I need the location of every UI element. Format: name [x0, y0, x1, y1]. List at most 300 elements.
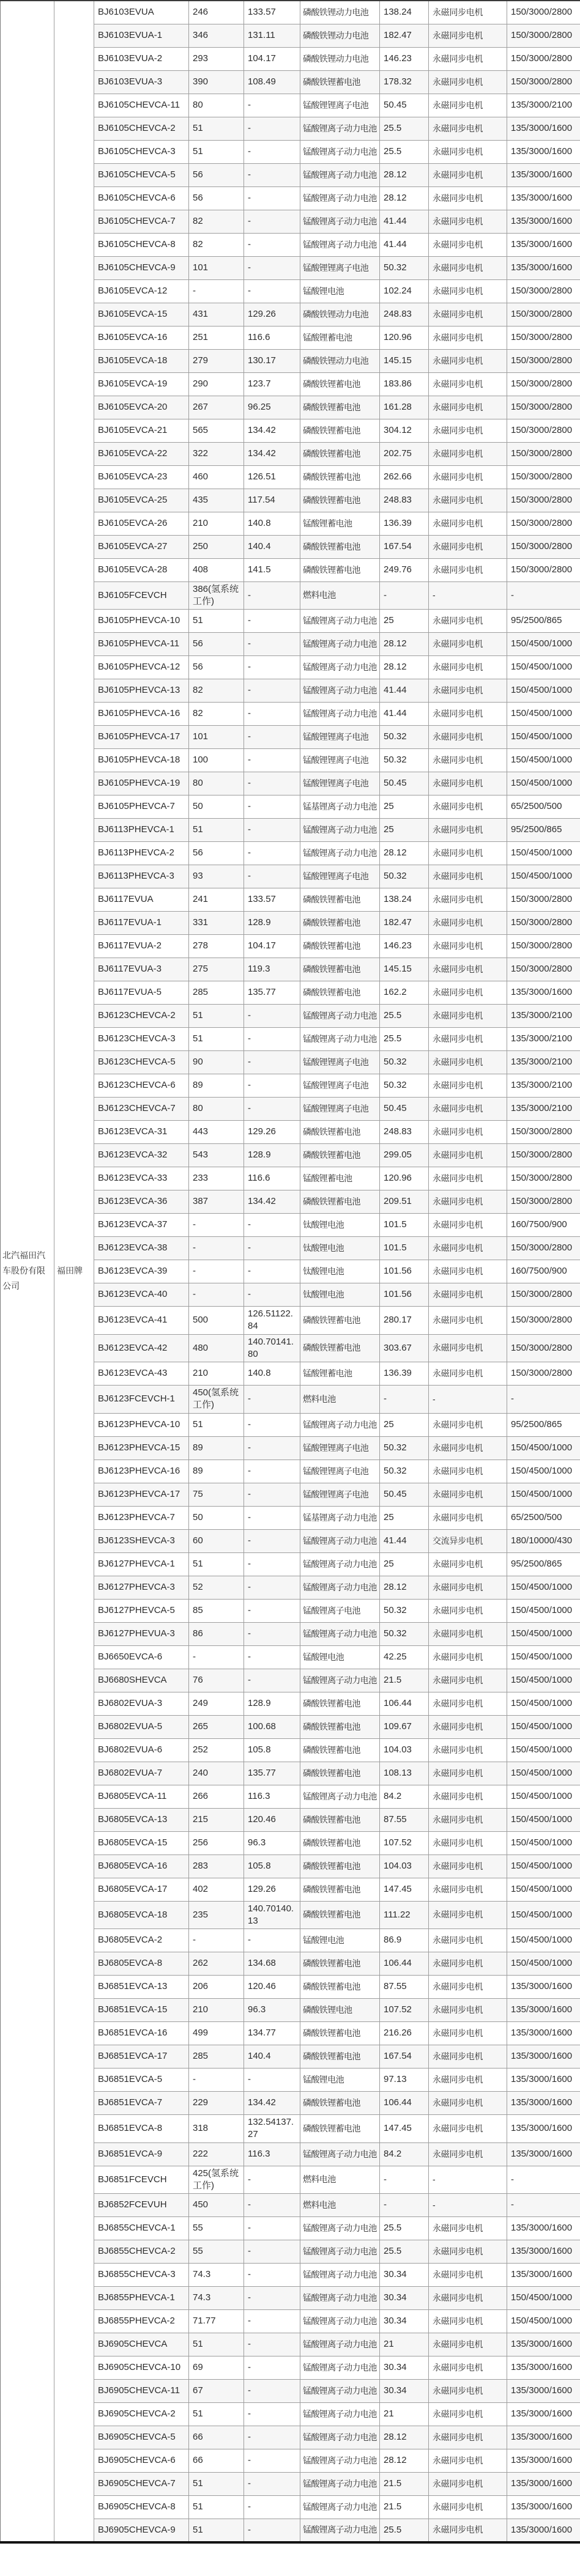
model-cell: BJ6105PHEVCA-12	[94, 656, 189, 679]
motor-type-cell: 永磁同步电机	[429, 1669, 507, 1692]
brand-name-cell: 福田牌	[54, 1, 94, 2542]
motor-rating-cell: 135/3000/1600	[507, 2380, 580, 2403]
range-km-cell: 82	[189, 210, 244, 233]
motor-rating-cell: 150/4500/1000	[507, 656, 580, 679]
model-cell: BJ6123EVCA-43	[94, 1362, 189, 1386]
battery-type-cell: 锰酸锂离子动力电池	[300, 633, 380, 656]
battery-energy-cell: 28.12	[380, 163, 429, 186]
motor-type-cell: 永磁同步电机	[429, 2380, 507, 2403]
battery-energy-cell: 108.13	[380, 1762, 429, 1785]
battery-type-cell: 锰酸锂离子动力电池	[300, 2217, 380, 2240]
battery-energy-cell: 25	[380, 795, 429, 819]
model-cell: BJ6805EVCA-11	[94, 1785, 189, 1808]
range-km-cell: 222	[189, 2142, 244, 2166]
battery-energy-cell: 84.2	[380, 2142, 429, 2166]
range-km-cell: 460	[189, 465, 244, 489]
battery-energy-cell: -	[380, 2166, 429, 2194]
range-km-cell: 51	[189, 2403, 244, 2426]
motor-rating-cell: 150/3000/2800	[507, 1121, 580, 1144]
range-km-cell: 56	[189, 842, 244, 865]
model-cell: BJ6805EVCA-17	[94, 1878, 189, 1901]
battery-energy-cell: 25	[380, 1552, 429, 1576]
battery-type-cell: 锰基锂离子动力电池	[300, 795, 380, 819]
battery-energy-cell: 280.17	[380, 1307, 429, 1335]
range-km-cell: 51	[189, 1552, 244, 1576]
battery-energy-cell: 28.12	[380, 186, 429, 210]
energy-consumption-cell: -	[244, 117, 300, 140]
battery-type-cell: 磷酸铁锂动力电池	[300, 1, 380, 24]
energy-consumption-cell: -	[244, 279, 300, 303]
range-km-cell: 80	[189, 772, 244, 795]
model-cell: BJ6113PHEVCA-1	[94, 819, 189, 842]
energy-consumption-cell: 134.42	[244, 1190, 300, 1214]
energy-consumption-cell: 117.54	[244, 489, 300, 512]
energy-consumption-cell: -	[244, 2287, 300, 2310]
battery-energy-cell: 25.5	[380, 117, 429, 140]
battery-type-cell: 磷酸铁锂蓄电池	[300, 1307, 380, 1335]
battery-energy-cell: 120.96	[380, 1167, 429, 1190]
battery-type-cell: 锰酸锂锂离子电池	[300, 772, 380, 795]
model-cell: BJ6802EVUA-6	[94, 1738, 189, 1762]
motor-rating-cell: 135/3000/1600	[507, 2449, 580, 2473]
motor-type-cell: 永磁同步电机	[429, 1051, 507, 1074]
motor-type-cell: 永磁同步电机	[429, 2426, 507, 2449]
energy-consumption-cell: 128.9	[244, 912, 300, 935]
motor-rating-cell: 150/4500/1000	[507, 2287, 580, 2310]
model-cell: BJ6105EVCA-18	[94, 349, 189, 372]
motor-type-cell: 永磁同步电机	[429, 1167, 507, 1190]
battery-type-cell: 锰酸锂离子动力电池	[300, 842, 380, 865]
battery-energy-cell: 101.5	[380, 1237, 429, 1260]
energy-consumption-cell: -	[244, 842, 300, 865]
battery-type-cell: 锰酸锂离子动力电池	[300, 2403, 380, 2426]
range-km-cell: -	[189, 1645, 244, 1669]
range-km-cell: 80	[189, 94, 244, 117]
motor-rating-cell: 135/3000/1600	[507, 2092, 580, 2115]
motor-rating-cell: 135/3000/2100	[507, 1005, 580, 1028]
range-km-cell: -	[189, 1260, 244, 1283]
range-km-cell: 565	[189, 419, 244, 442]
range-km-cell: 346	[189, 24, 244, 47]
model-cell: BJ6851EVCA-9	[94, 2142, 189, 2166]
motor-type-cell: 永磁同步电机	[429, 1005, 507, 1028]
battery-energy-cell: 209.51	[380, 1190, 429, 1214]
motor-rating-cell: 95/2500/865	[507, 1552, 580, 1576]
model-cell: BJ6105EVCA-19	[94, 372, 189, 396]
battery-energy-cell: 28.12	[380, 2449, 429, 2473]
battery-type-cell: 锰酸锂离子动力电池	[300, 656, 380, 679]
battery-energy-cell: 50.45	[380, 1098, 429, 1121]
model-cell: BJ6105PHEVCA-11	[94, 633, 189, 656]
model-cell: BJ6105PHEVCA-19	[94, 772, 189, 795]
model-cell: BJ6105EVCA-20	[94, 396, 189, 419]
motor-rating-cell: 150/3000/2800	[507, 349, 580, 372]
motor-type-cell: 永磁同步电机	[429, 210, 507, 233]
motor-rating-cell: 135/3000/1600	[507, 2426, 580, 2449]
motor-rating-cell: 150/3000/2800	[507, 279, 580, 303]
range-km-cell: -	[189, 2069, 244, 2092]
battery-type-cell: 磷酸铁锂动力电池	[300, 47, 380, 70]
range-km-cell: 51	[189, 2473, 244, 2496]
battery-type-cell: 锰酸锂蓄电池	[300, 326, 380, 349]
range-km-cell: 233	[189, 1167, 244, 1190]
energy-consumption-cell: -	[244, 1436, 300, 1460]
energy-consumption-cell: 120.46	[244, 1808, 300, 1831]
battery-type-cell: 磷酸铁锂蓄电池	[300, 1190, 380, 1214]
model-cell: BJ6105CHEVCA-8	[94, 233, 189, 256]
motor-type-cell: 永磁同步电机	[429, 2115, 507, 2143]
motor-rating-cell: 135/3000/1600	[507, 2403, 580, 2426]
battery-type-cell: 锰酸锂离子动力电池	[300, 2473, 380, 2496]
energy-consumption-cell: -	[244, 1260, 300, 1283]
energy-consumption-cell: -	[244, 1669, 300, 1692]
battery-energy-cell: 104.03	[380, 1738, 429, 1762]
model-cell: BJ6105EVCA-25	[94, 489, 189, 512]
range-km-cell: 251	[189, 326, 244, 349]
battery-energy-cell: 136.39	[380, 512, 429, 535]
energy-consumption-cell: 140.8	[244, 1362, 300, 1386]
range-km-cell: 246	[189, 1, 244, 24]
motor-rating-cell: 150/3000/2800	[507, 47, 580, 70]
range-km-cell: 51	[189, 1005, 244, 1028]
battery-energy-cell: 30.34	[380, 2310, 429, 2333]
motor-rating-cell: 135/3000/1600	[507, 163, 580, 186]
energy-consumption-cell: -	[244, 1599, 300, 1622]
energy-consumption-cell: 140.4	[244, 535, 300, 558]
motor-rating-cell: 135/3000/1600	[507, 140, 580, 163]
motor-rating-cell: 135/3000/1600	[507, 2022, 580, 2045]
range-km-cell: 55	[189, 2240, 244, 2264]
range-km-cell: 443	[189, 1121, 244, 1144]
motor-rating-cell: 150/4500/1000	[507, 1645, 580, 1669]
motor-type-cell: 永磁同步电机	[429, 233, 507, 256]
model-cell: BJ6105PHEVCA-16	[94, 703, 189, 726]
battery-energy-cell: 25.5	[380, 2519, 429, 2542]
battery-energy-cell: 84.2	[380, 1785, 429, 1808]
energy-consumption-cell: 140.70141.80	[244, 1334, 300, 1362]
motor-type-cell: 永磁同步电机	[429, 2217, 507, 2240]
energy-consumption-cell: -	[244, 726, 300, 749]
motor-rating-cell: 150/4500/1000	[507, 1622, 580, 1645]
battery-type-cell: 磷酸铁锂蓄电池	[300, 1878, 380, 1901]
battery-type-cell: 锰酸锂锂离子电池	[300, 1460, 380, 1483]
battery-type-cell: 燃料电池	[300, 1386, 380, 1414]
model-cell: BJ6123CHEVCA-6	[94, 1074, 189, 1098]
battery-energy-cell: 111.22	[380, 1901, 429, 1929]
model-cell: BJ6855CHEVCA-1	[94, 2217, 189, 2240]
motor-type-cell: 永磁同步电机	[429, 1738, 507, 1762]
battery-energy-cell: 107.52	[380, 1999, 429, 2022]
motor-rating-cell: 150/3000/2800	[507, 372, 580, 396]
motor-rating-cell: 95/2500/865	[507, 610, 580, 633]
battery-type-cell: 钛酸锂电池	[300, 1237, 380, 1260]
motor-type-cell: 永磁同步电机	[429, 888, 507, 912]
energy-consumption-cell: 128.9	[244, 1144, 300, 1167]
energy-consumption-cell: 116.6	[244, 1167, 300, 1190]
range-km-cell: 89	[189, 1436, 244, 1460]
motor-type-cell: 永磁同步电机	[429, 1214, 507, 1237]
motor-rating-cell: 150/4500/1000	[507, 633, 580, 656]
battery-type-cell: 钛酸锂电池	[300, 1283, 380, 1307]
battery-type-cell: 锰酸锂离子动力电池	[300, 1028, 380, 1051]
motor-type-cell: 永磁同步电机	[429, 610, 507, 633]
motor-rating-cell: 150/3000/2800	[507, 1167, 580, 1190]
range-km-cell: 210	[189, 1999, 244, 2022]
motor-type-cell: 永磁同步电机	[429, 1237, 507, 1260]
battery-type-cell: 锰酸锂离子动力电池	[300, 2426, 380, 2449]
battery-energy-cell: 25.5	[380, 2217, 429, 2240]
motor-rating-cell: 150/3000/2800	[507, 70, 580, 94]
range-km-cell: 93	[189, 865, 244, 888]
energy-consumption-cell: 126.51	[244, 465, 300, 489]
battery-energy-cell: 178.32	[380, 70, 429, 94]
battery-type-cell: 磷酸铁锂蓄电池	[300, 981, 380, 1005]
energy-consumption-cell: -	[244, 1051, 300, 1074]
battery-type-cell: 锰酸锂电池	[300, 2069, 380, 2092]
motor-rating-cell: 95/2500/865	[507, 1413, 580, 1436]
battery-energy-cell: 21	[380, 2403, 429, 2426]
motor-type-cell: 永磁同步电机	[429, 326, 507, 349]
range-km-cell: 387	[189, 1190, 244, 1214]
battery-energy-cell: 41.44	[380, 210, 429, 233]
motor-type-cell: 永磁同步电机	[429, 1098, 507, 1121]
motor-rating-cell: 135/3000/1600	[507, 2496, 580, 2519]
motor-rating-cell: 135/3000/1600	[507, 2115, 580, 2143]
energy-consumption-cell: 126.51122.84	[244, 1307, 300, 1335]
battery-energy-cell: 28.12	[380, 2426, 429, 2449]
battery-type-cell: 磷酸铁锂蓄电池	[300, 888, 380, 912]
range-km-cell: 69	[189, 2356, 244, 2380]
range-km-cell: -	[189, 1283, 244, 1307]
battery-energy-cell: 30.34	[380, 2287, 429, 2310]
motor-rating-cell: 135/3000/1600	[507, 2333, 580, 2356]
battery-energy-cell: 30.34	[380, 2356, 429, 2380]
battery-type-cell: 锰酸锂离子动力电池	[300, 1413, 380, 1436]
motor-type-cell: 永磁同步电机	[429, 2449, 507, 2473]
range-km-cell: 480	[189, 1334, 244, 1362]
model-cell: BJ6123CHEVCA-7	[94, 1098, 189, 1121]
motor-type-cell: 永磁同步电机	[429, 1808, 507, 1831]
motor-type-cell: 永磁同步电机	[429, 1552, 507, 1576]
battery-type-cell: 锰酸锂离子动力电池	[300, 1552, 380, 1576]
model-cell: BJ6680SHEVCA	[94, 1669, 189, 1692]
battery-type-cell: 锰酸锂锂离子电池	[300, 1051, 380, 1074]
motor-type-cell: 永磁同步电机	[429, 1362, 507, 1386]
battery-type-cell: 磷酸铁锂蓄电池	[300, 1144, 380, 1167]
motor-type-cell: 永磁同步电机	[429, 1999, 507, 2022]
battery-energy-cell: 50.45	[380, 94, 429, 117]
model-cell: BJ6123CHEVCA-3	[94, 1028, 189, 1051]
model-cell: BJ6905CHEVCA-6	[94, 2449, 189, 2473]
motor-type-cell: -	[429, 2166, 507, 2194]
motor-type-cell: 永磁同步电机	[429, 2287, 507, 2310]
motor-rating-cell: 150/3000/2800	[507, 912, 580, 935]
motor-type-cell: 永磁同步电机	[429, 1599, 507, 1622]
energy-consumption-cell: -	[244, 2473, 300, 2496]
motor-type-cell: 永磁同步电机	[429, 633, 507, 656]
motor-type-cell: 永磁同步电机	[429, 1483, 507, 1506]
battery-type-cell: 磷酸铁锂蓄电池	[300, 1692, 380, 1715]
battery-energy-cell: 167.54	[380, 535, 429, 558]
battery-type-cell: 钛酸锂电池	[300, 1260, 380, 1283]
model-cell: BJ6905CHEVCA-8	[94, 2496, 189, 2519]
range-km-cell: 82	[189, 679, 244, 703]
battery-type-cell: 锰酸锂离子动力电池	[300, 117, 380, 140]
motor-rating-cell: 150/4500/1000	[507, 865, 580, 888]
range-km-cell: 51	[189, 2519, 244, 2542]
motor-rating-cell: 135/3000/1600	[507, 1999, 580, 2022]
motor-rating-cell: 135/3000/1600	[507, 2217, 580, 2240]
range-km-cell: 435	[189, 489, 244, 512]
battery-energy-cell: 50.32	[380, 1460, 429, 1483]
motor-type-cell: 永磁同步电机	[429, 558, 507, 581]
energy-consumption-cell: -	[244, 679, 300, 703]
motor-rating-cell: 135/3000/2100	[507, 1028, 580, 1051]
model-cell: BJ6105PHEVCA-17	[94, 726, 189, 749]
energy-consumption-cell: -	[244, 703, 300, 726]
motor-type-cell: 永磁同步电机	[429, 2022, 507, 2045]
energy-consumption-cell: 129.26	[244, 303, 300, 326]
battery-type-cell: 锰酸锂离子动力电池	[300, 819, 380, 842]
motor-type-cell: 永磁同步电机	[429, 842, 507, 865]
battery-type-cell: 磷酸铁锂蓄电池	[300, 372, 380, 396]
energy-consumption-cell: -	[244, 163, 300, 186]
range-km-cell: 60	[189, 1529, 244, 1552]
battery-energy-cell: 87.55	[380, 1808, 429, 1831]
motor-rating-cell: 150/4500/1000	[507, 679, 580, 703]
motor-rating-cell: 150/3000/2800	[507, 465, 580, 489]
range-km-cell: 499	[189, 2022, 244, 2045]
motor-type-cell: 永磁同步电机	[429, 186, 507, 210]
energy-consumption-cell: -	[244, 772, 300, 795]
range-km-cell: 85	[189, 1599, 244, 1622]
battery-energy-cell: 136.39	[380, 1362, 429, 1386]
motor-rating-cell: 135/3000/1600	[507, 233, 580, 256]
battery-type-cell: 磷酸铁锂蓄电池	[300, 2092, 380, 2115]
battery-energy-cell: 138.24	[380, 888, 429, 912]
motor-rating-cell: 150/3000/2800	[507, 442, 580, 465]
range-km-cell: 278	[189, 935, 244, 958]
range-km-cell: 51	[189, 1413, 244, 1436]
battery-type-cell: 锰酸锂离子动力电池	[300, 2264, 380, 2287]
range-km-cell: 82	[189, 703, 244, 726]
motor-rating-cell: 150/3000/2800	[507, 303, 580, 326]
motor-type-cell: 永磁同步电机	[429, 94, 507, 117]
motor-rating-cell: 150/3000/2800	[507, 558, 580, 581]
energy-consumption-cell: -	[244, 2217, 300, 2240]
range-km-cell: 252	[189, 1738, 244, 1762]
motor-type-cell: 永磁同步电机	[429, 1334, 507, 1362]
range-km-cell: -	[189, 1214, 244, 1237]
motor-type-cell: 永磁同步电机	[429, 1831, 507, 1854]
model-cell: BJ6105EVCA-22	[94, 442, 189, 465]
range-km-cell: -	[189, 1237, 244, 1260]
model-cell: BJ6802EVUA-3	[94, 1692, 189, 1715]
battery-energy-cell: 249.76	[380, 558, 429, 581]
motor-type-cell: 永磁同步电机	[429, 2496, 507, 2519]
motor-type-cell: 永磁同步电机	[429, 772, 507, 795]
motor-rating-cell: 180/10000/430	[507, 1529, 580, 1552]
battery-energy-cell: 145.15	[380, 349, 429, 372]
battery-type-cell: 锰酸锂锂离子电池	[300, 256, 380, 279]
energy-consumption-cell: -	[244, 1576, 300, 1599]
battery-type-cell: 燃料电池	[300, 2166, 380, 2194]
motor-type-cell: 永磁同步电机	[429, 1901, 507, 1929]
range-km-cell: 386(氢系统工作)	[189, 581, 244, 610]
motor-rating-cell: 135/3000/2100	[507, 1051, 580, 1074]
battery-type-cell: 锰酸锂离子动力电池	[300, 210, 380, 233]
battery-energy-cell: 50.32	[380, 726, 429, 749]
range-km-cell: 256	[189, 1831, 244, 1854]
model-cell: BJ6117EVUA-3	[94, 958, 189, 981]
battery-type-cell: 磷酸铁锂蓄电池	[300, 419, 380, 442]
battery-energy-cell: 104.03	[380, 1854, 429, 1878]
battery-energy-cell: 50.32	[380, 865, 429, 888]
motor-rating-cell: 135/3000/1600	[507, 2473, 580, 2496]
motor-type-cell: 永磁同步电机	[429, 1854, 507, 1878]
energy-consumption-cell: -	[244, 2264, 300, 2287]
motor-rating-cell: 135/3000/1600	[507, 981, 580, 1005]
energy-consumption-cell: -	[244, 819, 300, 842]
battery-energy-cell: 167.54	[380, 2045, 429, 2069]
motor-type-cell: 永磁同步电机	[429, 2240, 507, 2264]
model-cell: BJ6905CHEVCA-5	[94, 2426, 189, 2449]
energy-consumption-cell: 100.68	[244, 1715, 300, 1738]
range-km-cell: 210	[189, 512, 244, 535]
motor-rating-cell: 150/3000/2800	[507, 512, 580, 535]
battery-type-cell: 锰酸锂离子动力电池	[300, 2310, 380, 2333]
battery-type-cell: 锰酸锂锂离子电池	[300, 865, 380, 888]
battery-type-cell: 锰酸锂离子动力电池	[300, 233, 380, 256]
model-cell: BJ6650EVCA-6	[94, 1645, 189, 1669]
motor-rating-cell: 150/3000/2800	[507, 888, 580, 912]
range-km-cell: 89	[189, 1074, 244, 1098]
range-km-cell: 285	[189, 981, 244, 1005]
model-cell: BJ6851FCEVCH	[94, 2166, 189, 2194]
range-km-cell: 543	[189, 1144, 244, 1167]
energy-consumption-cell: -	[244, 1386, 300, 1414]
motor-rating-cell: 150/3000/2800	[507, 396, 580, 419]
model-cell: BJ6905CHEVCA	[94, 2333, 189, 2356]
range-km-cell: 56	[189, 163, 244, 186]
range-km-cell: 318	[189, 2115, 244, 2143]
motor-rating-cell: 160/7500/900	[507, 1260, 580, 1283]
range-km-cell: 229	[189, 2092, 244, 2115]
range-km-cell: 283	[189, 1854, 244, 1878]
battery-energy-cell: 21.5	[380, 1669, 429, 1692]
motor-rating-cell: 150/4500/1000	[507, 1692, 580, 1715]
motor-type-cell: 永磁同步电机	[429, 2142, 507, 2166]
motor-type-cell: 永磁同步电机	[429, 749, 507, 772]
battery-energy-cell: 146.23	[380, 935, 429, 958]
energy-consumption-cell: -	[244, 1283, 300, 1307]
model-cell: BJ6105CHEVCA-7	[94, 210, 189, 233]
motor-rating-cell: 135/3000/1600	[507, 256, 580, 279]
battery-type-cell: 磷酸铁锂蓄电池	[300, 1952, 380, 1976]
motor-rating-cell: 150/4500/1000	[507, 1952, 580, 1976]
model-cell: BJ6105EVCA-21	[94, 419, 189, 442]
model-cell: BJ6105EVCA-15	[94, 303, 189, 326]
range-km-cell: 66	[189, 2449, 244, 2473]
range-km-cell: 235	[189, 1901, 244, 1929]
model-cell: BJ6105PHEVCA-10	[94, 610, 189, 633]
motor-type-cell: 永磁同步电机	[429, 163, 507, 186]
model-cell: BJ6105EVCA-27	[94, 535, 189, 558]
motor-rating-cell: 150/3000/2800	[507, 419, 580, 442]
model-cell: BJ6123FCEVCH-1	[94, 1386, 189, 1414]
range-km-cell: 56	[189, 633, 244, 656]
range-km-cell: 210	[189, 1362, 244, 1386]
